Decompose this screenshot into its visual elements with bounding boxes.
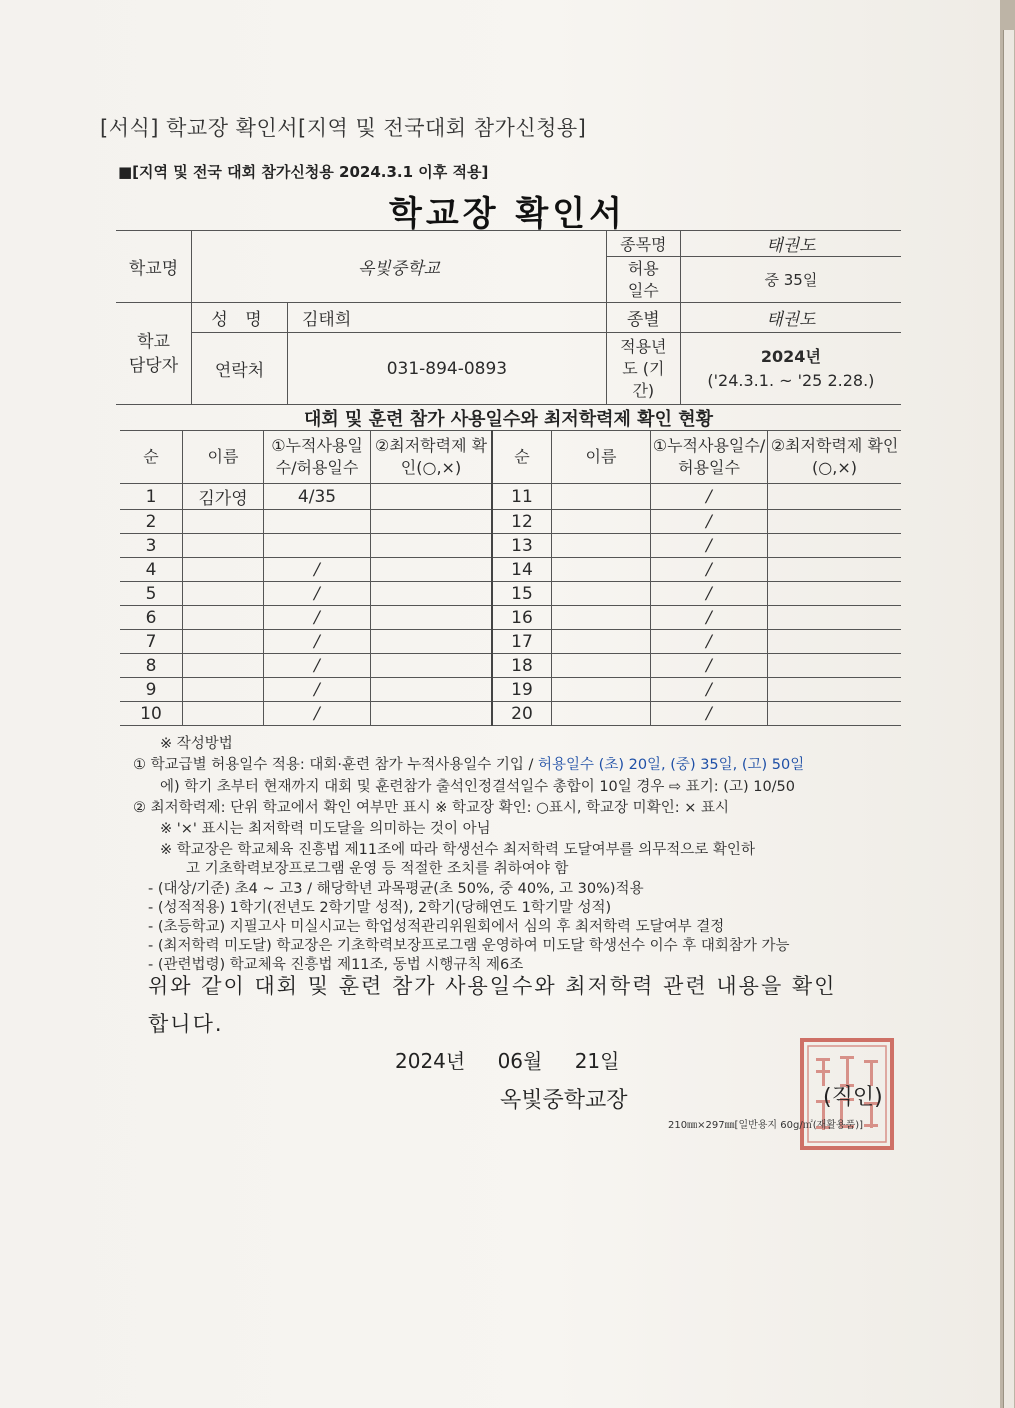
roster-left-name [183, 678, 264, 702]
roster-right-no: 11 [492, 484, 552, 510]
roster-left-check [371, 582, 493, 606]
roster-right-days: / [651, 534, 768, 558]
note-1 [133, 753, 804, 774]
name-label: 성 명 [192, 303, 288, 333]
allowed-label: 허용일수 [606, 257, 680, 303]
roster-left-no: 7 [120, 630, 183, 654]
info-table [116, 230, 901, 405]
roster-left-check [371, 606, 493, 630]
roster-right-no: 16 [492, 606, 552, 630]
roster-left-no: 4 [120, 558, 183, 582]
roster-right-days: / [651, 558, 768, 582]
roster-left-days: 4/35 [264, 484, 371, 510]
roster-row [120, 630, 901, 654]
roster-left-name [183, 558, 264, 582]
roster-right-days: / [651, 678, 768, 702]
roster-left-name [183, 702, 264, 726]
roster-right-check [768, 702, 902, 726]
roster-row [120, 510, 901, 534]
roster-right-check [768, 606, 902, 630]
paper-spec: 210㎜×297㎜[일반용지 60g/㎡(재활용품)] [668, 1120, 864, 1131]
roster-right-days: / [651, 702, 768, 726]
name-value: 김태희 [288, 303, 607, 333]
roster-right-name [552, 702, 651, 726]
roster-right-check [768, 582, 902, 606]
period-range: ('24.3.1. ~ '25 2.28.) [707, 370, 875, 390]
roster-right-name [552, 582, 651, 606]
roster-left-no: 10 [120, 702, 183, 726]
roster-left-check [371, 630, 493, 654]
header-days-2: ①누적사용일수/허용일수 [651, 431, 768, 484]
note-1-text: ① 학교급별 허용일수 적용: 대회·훈련 참가 누적사용일수 기입 / [133, 757, 539, 773]
phone-label: 연락처 [192, 333, 288, 405]
type-value: 태권도 [680, 303, 901, 333]
roster-left-check [371, 558, 493, 582]
roster-left-no: 6 [120, 606, 183, 630]
roster-left-check [371, 534, 493, 558]
detail-4: - (최저학력 미도달) 학교장은 기초학력보장프로그램 운영하여 미도달 학생선수 이수 후 대회참가 가능 [148, 938, 790, 954]
roster-right-days: / [651, 630, 768, 654]
roster-row [120, 678, 901, 702]
detail-2: - (성적적용) 1학기(전년도 2학기말 성적), 2학기(당해연도 1학기말 성적) [148, 900, 612, 916]
roster-right-name [552, 484, 651, 510]
roster-left-no: 8 [120, 654, 183, 678]
roster-right-name [552, 534, 651, 558]
roster-left-days: / [264, 606, 371, 630]
roster-right-no: 17 [492, 630, 552, 654]
header-name: 이름 [183, 431, 264, 484]
roster-left-no: 2 [120, 510, 183, 534]
confirm-line-1: 위와 같이 대회 및 훈련 참가 사용일수와 최저학력 관련 내용을 확인 [148, 974, 837, 998]
form-header: [서식] 학교장 확인서[지역 및 전국대회 참가신청용] [100, 116, 587, 140]
detail-1: - (대상/기준) 초4 ~ 고3 / 해당학년 과목평균(초 50%, 중 40%, 고 30%)적용 [148, 881, 644, 897]
next-page-edge [1003, 30, 1014, 1408]
roster-right-no: 12 [492, 510, 552, 534]
note-1-allowed: 허용일수 (초) 20일, (중) 35일, (고) 50일 [538, 757, 805, 773]
roster-left-days: / [264, 654, 371, 678]
roster-table [120, 430, 901, 726]
detail-3: - (초등학교) 지필고사 미실시교는 학업성적관리위원회에서 심의 후 최저학력 도달여부 결정 [148, 919, 725, 935]
roster-row [120, 558, 901, 582]
roster-left-check [371, 702, 493, 726]
notes-heading: ※ 작성방법 [160, 736, 233, 752]
roster-right-no: 18 [492, 654, 552, 678]
period-year: 2024년 [760, 346, 821, 366]
roster-right-name [552, 654, 651, 678]
roster-left-name [183, 654, 264, 678]
roster-right-no: 14 [492, 558, 552, 582]
roster-right-no: 20 [492, 702, 552, 726]
note-3: ※ '×' 표시는 최저학력 미도달을 의미하는 것이 아님 [160, 821, 491, 837]
sub-header: ■[지역 및 전국 대회 참가신청용 2024.3.1 이후 적용] [118, 163, 489, 181]
roster-left-check [371, 654, 493, 678]
roster-left-days: / [264, 630, 371, 654]
roster-left-no: 1 [120, 484, 183, 510]
roster-right-days: / [651, 582, 768, 606]
roster-right-check [768, 558, 902, 582]
event-value: 태권도 [680, 231, 901, 257]
roster-right-days: / [651, 654, 768, 678]
roster-right-no: 13 [492, 534, 552, 558]
roster-left-days: / [264, 702, 371, 726]
roster-left-name [183, 534, 264, 558]
note-1b: 에) 학기 초부터 현재까지 대회 및 훈련참가 출석인정결석일수 총합이 10일 경우 ⇨ 표기: (고) 10/50 [160, 779, 796, 795]
roster-right-check [768, 630, 902, 654]
seal-label: (직인) [823, 1085, 883, 1110]
contact-person-label: 학교 담당자 [116, 303, 192, 405]
note-4b: 고 기초학력보장프로그램 운영 등 적절한 조치를 취하여야 함 [186, 861, 569, 877]
roster-left-check [371, 510, 493, 534]
header-no: 순 [120, 431, 183, 484]
roster-row [120, 654, 901, 678]
roster-left-name [183, 606, 264, 630]
roster-row [120, 702, 901, 726]
roster-right-no: 19 [492, 678, 552, 702]
type-label: 종별 [606, 303, 680, 333]
header-check-2: ②최저학력제 확인(○,×) [768, 431, 902, 484]
roster-left-days: / [264, 582, 371, 606]
roster-row [120, 582, 901, 606]
roster-left-no: 9 [120, 678, 183, 702]
phone-value: 031-894-0893 [288, 333, 607, 405]
school-label: 학교명 [116, 231, 192, 303]
roster-right-check [768, 678, 902, 702]
roster-body [120, 484, 901, 726]
roster-left-check [371, 484, 493, 510]
roster-left-days [264, 510, 371, 534]
confirm-line-2: 합니다. [148, 1012, 224, 1036]
header-no-2: 순 [492, 431, 552, 484]
roster-right-name [552, 630, 651, 654]
roster-left-name [183, 582, 264, 606]
roster-right-check [768, 484, 902, 510]
roster-right-days: / [651, 510, 768, 534]
roster-right-no: 15 [492, 582, 552, 606]
school-value: 옥빛중학교 [192, 231, 607, 303]
roster-right-name [552, 558, 651, 582]
roster-row [120, 484, 901, 510]
detail-5: - (관련법령) 학교체육 진흥법 제11조, 동법 시행규칙 제6조 [148, 957, 524, 973]
roster-right-name [552, 678, 651, 702]
roster-right-days: / [651, 606, 768, 630]
roster-row [120, 534, 901, 558]
signer: 옥빛중학교장 [500, 1088, 628, 1113]
roster-left-days: / [264, 558, 371, 582]
section-title: 대회 및 훈련 참가 사용일수와 최저학력제 확인 현황 [303, 409, 713, 430]
header-days: ①누적사용일수/허용일수 [264, 431, 371, 484]
roster-right-days: / [651, 484, 768, 510]
roster-left-name [183, 630, 264, 654]
period-value [680, 333, 901, 405]
roster-right-check [768, 534, 902, 558]
header-name-2: 이름 [552, 431, 651, 484]
note-4a: ※ 학교장은 학교체육 진흥법 제11조에 따라 학생선수 최저학력 도달여부를 의무적으로 확인하 [160, 842, 755, 858]
note-2: ② 최저학력제: 단위 학교에서 확인 여부만 표시 ※ 학교장 확인: ○표시, 학교장 미확인: × 표시 [133, 800, 729, 816]
roster-row [120, 606, 901, 630]
roster-left-no: 3 [120, 534, 183, 558]
allowed-value: 중 35일 [680, 257, 901, 303]
roster-right-name [552, 510, 651, 534]
roster-left-name: 김가영 [183, 484, 264, 510]
document-title: 학교장 확인서 [389, 194, 626, 234]
roster-left-days: / [264, 678, 371, 702]
roster-right-check [768, 654, 902, 678]
period-label: 적용년도 (기간) [606, 333, 680, 405]
issue-date: 2024년 06월 21일 [395, 1049, 620, 1073]
header-check: ②최저학력제 확인(○,×) [371, 431, 493, 484]
roster-right-name [552, 606, 651, 630]
roster-right-check [768, 510, 902, 534]
event-label: 종목명 [606, 231, 680, 257]
roster-left-name [183, 510, 264, 534]
roster-left-check [371, 678, 493, 702]
roster-left-days [264, 534, 371, 558]
roster-left-no: 5 [120, 582, 183, 606]
